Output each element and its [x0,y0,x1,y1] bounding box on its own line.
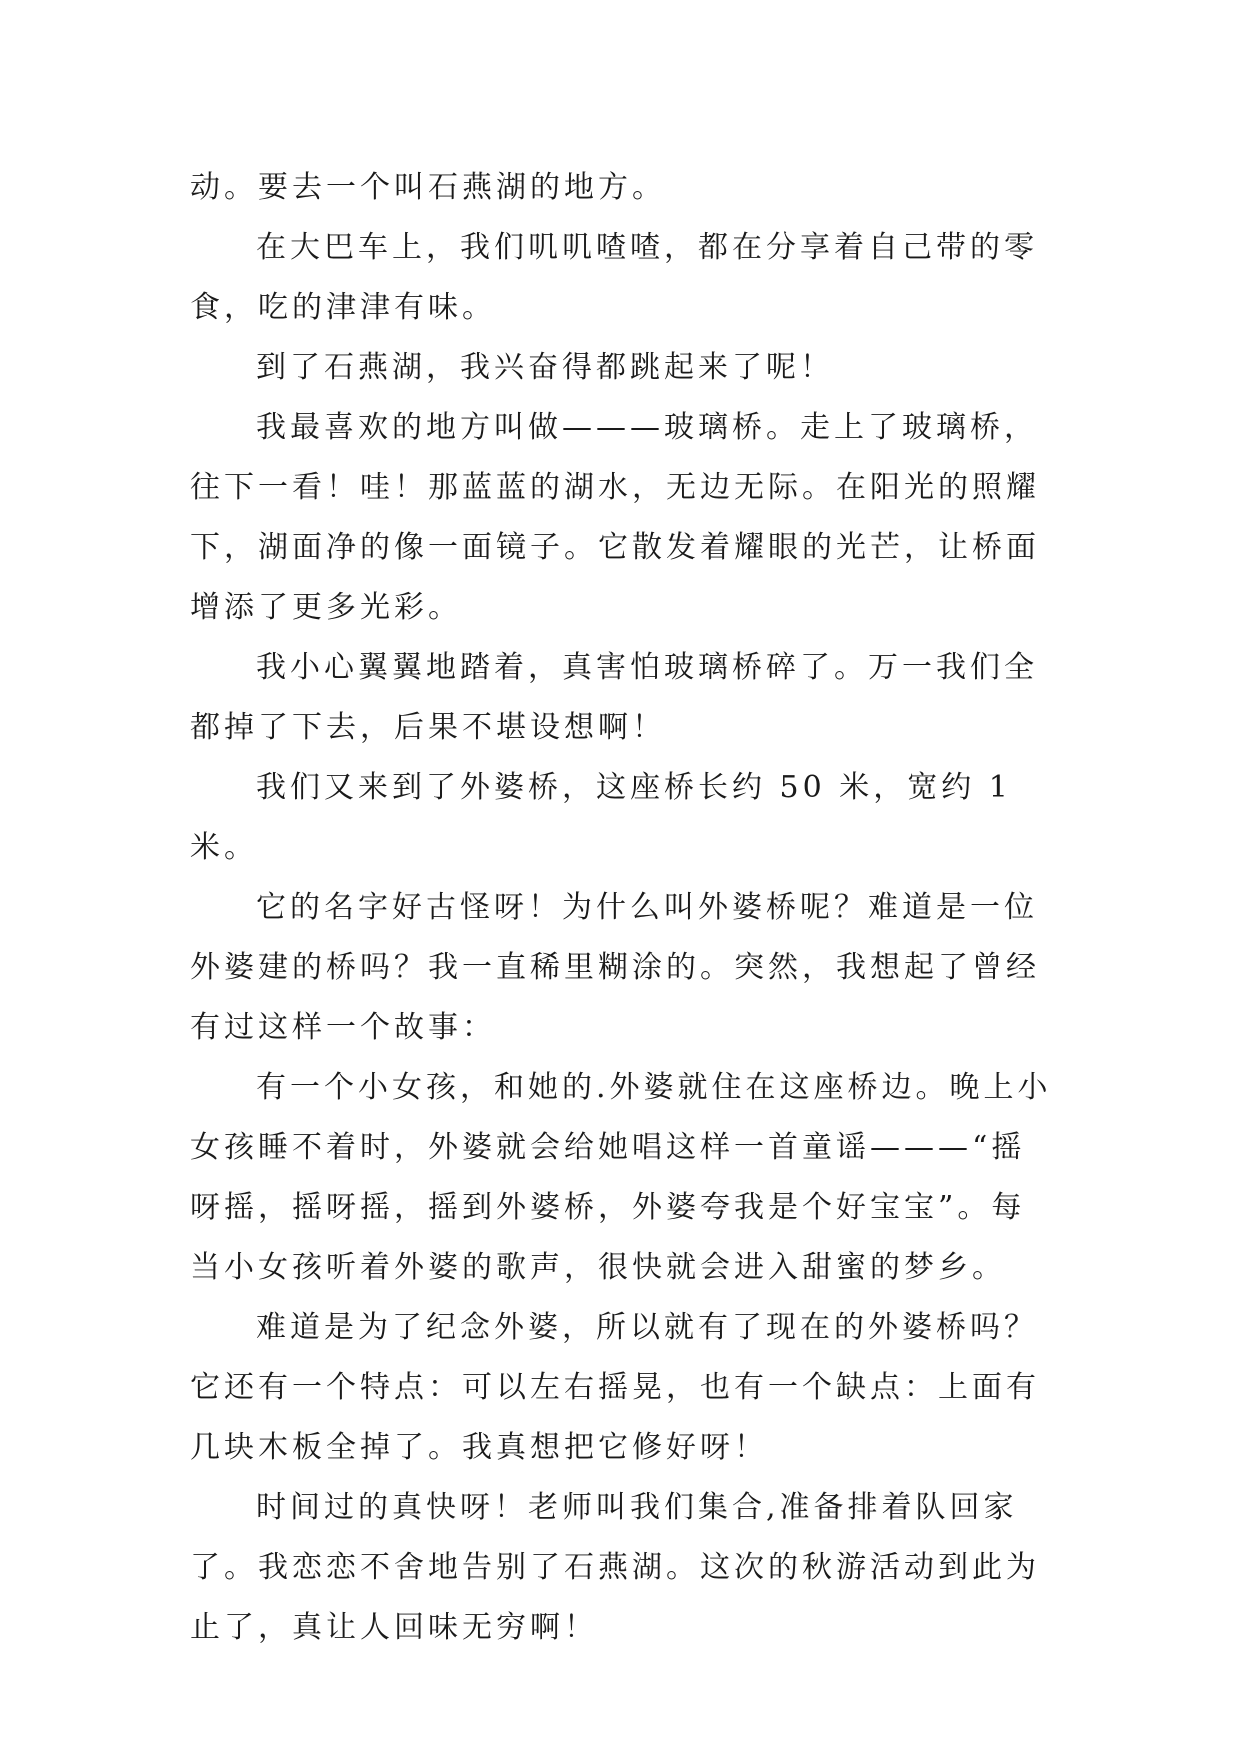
paragraph-7: 它的名字好古怪呀！为什么叫外婆桥呢？难道是一位外婆建的桥吗？我一直稀里糊涂的。突然，我想起了曾经有过这样一个故事： [190,890,1040,1045]
paragraph-5: 我小心翼翼地踏着，真害怕玻璃桥碎了。万一我们全都掉了下去，后果不堪设想啊！ [190,650,1038,745]
paragraph-10: 时间过的真快呀！老师叫我们集合,准备排着队回家了。我恋恋不舍地告别了石燕湖。这次的秋游活动到此为止了，真让人回味无穷啊！ [190,1490,1040,1645]
document-body [190,158,1052,1658]
paragraph-6: 我们又来到了外婆桥，这座桥长约 50 米，宽约 1 米。 [190,770,1012,865]
paragraph-9: 难道是为了纪念外婆，所以就有了现在的外婆桥吗？它还有一个特点：可以左右摇晃，也有一个缺点：上面有几块木板全掉了。我真想把它修好呀！ [190,1310,1040,1465]
paragraph-1: 动。要去一个叫石燕湖的地方。 [190,170,666,205]
paragraph-3: 到了石燕湖，我兴奋得都跳起来了呢！ [256,350,834,385]
paragraph-8: 有一个小女孩，和她的.外婆就住在这座桥边。晚上小女孩睡不着时，外婆就会给她唱这样一首童谣———“摇呀摇，摇呀摇，摇到外婆桥，外婆夸我是个好宝宝”。每当小女孩听着外婆的歌声，很快就会进入甜蜜的梦乡。 [190,1070,1052,1285]
paragraph-4: 我最喜欢的地方叫做———玻璃桥。走上了玻璃桥，往下一看！哇！那蓝蓝的湖水，无边无际。在阳光的照耀下，湖面净的像一面镜子。它散发着耀眼的光芒，让桥面增添了更多光彩。 [190,410,1040,625]
paragraph-2: 在大巴车上，我们叽叽喳喳，都在分享着自己带的零食，吃的津津有味。 [190,230,1038,325]
